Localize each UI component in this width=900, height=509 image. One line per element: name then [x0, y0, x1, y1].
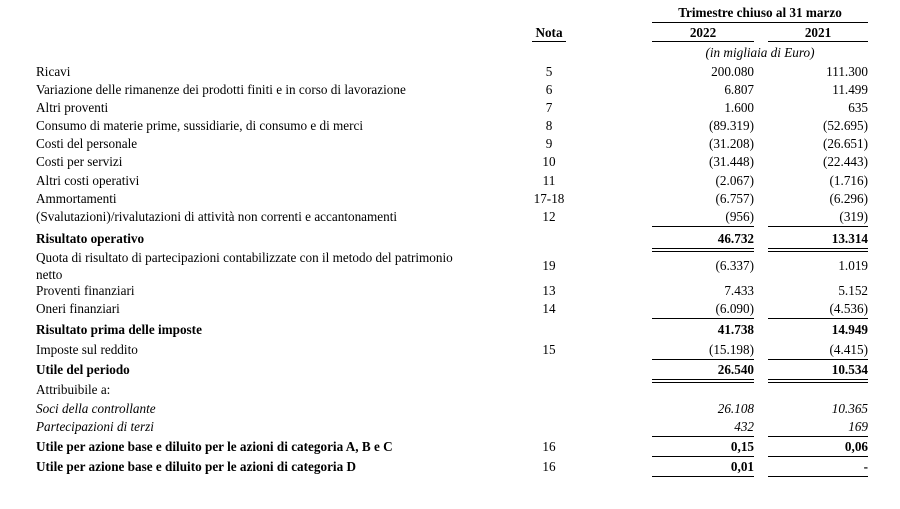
row-label: Utile per azione base e diluito per le azioni di categoria D — [36, 459, 357, 474]
total-rule-2021 — [768, 382, 868, 383]
row-label: Partecipazioni di terzi — [36, 419, 154, 434]
total-rule-2022 — [652, 379, 754, 380]
total-rule-2022 — [652, 382, 754, 383]
total-rule-2022 — [652, 456, 754, 457]
period-title: Trimestre chiuso al 31 marzo — [678, 5, 842, 20]
row-value-2021: (4.536) — [829, 301, 868, 316]
total-rule-2021 — [768, 248, 868, 249]
row-label: Variazione delle rimanenze dei prodotti finiti e in corso di lavorazione — [36, 82, 406, 97]
row-value-2022: 200.080 — [711, 64, 754, 79]
year-2021-header: 2021 — [804, 25, 832, 40]
total-rule-2021 — [768, 251, 868, 252]
row-nota: 13 — [542, 283, 556, 298]
row-label: Utile per azione base e diluito per le azioni di categoria A, B e C — [36, 439, 393, 454]
row-value-2022: 41.738 — [717, 322, 754, 337]
row-value-2022: 7.433 — [724, 283, 754, 298]
row-label: Attribuibile a: — [36, 382, 111, 397]
row-label: Imposte sul reddito — [36, 342, 138, 357]
row-value-2022: 1.600 — [724, 100, 754, 115]
subtotal-rule-2021 — [768, 318, 868, 319]
row-value-2021: 0,06 — [844, 439, 868, 454]
row-nota: 9 — [545, 136, 553, 151]
row-value-2022: (31.448) — [708, 154, 754, 169]
year-2022-underline — [652, 41, 754, 42]
nota-header-underline — [532, 41, 566, 42]
row-label: Costi per servizi — [36, 154, 123, 169]
total-rule-2022 — [652, 476, 754, 477]
row-nota: 14 — [542, 301, 556, 316]
row-value-2021: 13.314 — [831, 231, 868, 246]
row-label-continued: netto — [36, 267, 63, 282]
row-label: Risultato operativo — [36, 231, 145, 246]
row-value-2022: (6.757) — [715, 191, 754, 206]
row-label: Ammortamenti — [36, 191, 117, 206]
row-nota: 19 — [542, 258, 556, 273]
row-label: Quota di risultato di partecipazioni contabilizzate con il metodo del patrimonio — [36, 250, 453, 265]
row-value-2021: 10.534 — [831, 362, 868, 377]
row-value-2021: 169 — [848, 419, 868, 434]
row-nota: 12 — [542, 209, 556, 224]
row-value-2021: 635 — [848, 100, 868, 115]
row-label: Consumo di materie prime, sussidiarie, di consumo e di merci — [36, 118, 364, 133]
row-label: Risultato prima delle imposte — [36, 322, 202, 337]
row-value-2022: (31.208) — [708, 136, 754, 151]
row-nota: 8 — [545, 118, 553, 133]
row-value-2021: (319) — [839, 209, 868, 224]
row-nota: 6 — [545, 82, 553, 97]
row-value-2021: (52.695) — [822, 118, 868, 133]
units-note: (in migliaia di Euro) — [705, 45, 815, 60]
row-value-2021: 1.019 — [838, 258, 868, 273]
row-label: Altri costi operativi — [36, 173, 140, 188]
subtotal-rule-2022 — [652, 359, 754, 360]
row-value-2022: (89.319) — [708, 118, 754, 133]
row-label: (Svalutazioni)/rivalutazioni di attività non correnti e accantonamenti — [36, 209, 398, 224]
row-value-2021: (4.415) — [829, 342, 868, 357]
row-label: Ricavi — [36, 64, 71, 79]
row-value-2021: 11.499 — [832, 82, 868, 97]
total-rule-2021 — [768, 379, 868, 380]
row-nota: 7 — [545, 100, 553, 115]
row-label: Utile del periodo — [36, 362, 130, 377]
row-value-2021: 10.365 — [831, 401, 868, 416]
row-value-2022: (6.337) — [715, 258, 754, 273]
row-value-2022: 0,01 — [730, 459, 754, 474]
row-value-2022: 26.108 — [717, 401, 754, 416]
row-value-2022: 432 — [734, 419, 754, 434]
subtotal-rule-2022 — [652, 226, 754, 227]
row-nota: 15 — [542, 342, 556, 357]
subtotal-rule-2021 — [768, 226, 868, 227]
row-label: Soci della controllante — [36, 401, 156, 416]
period-title-underline — [652, 22, 868, 23]
row-value-2022: (956) — [725, 209, 754, 224]
row-nota: 16 — [542, 459, 556, 474]
subtotal-rule-2022 — [652, 436, 754, 437]
row-label: Costi del personale — [36, 136, 138, 151]
row-value-2022: 6.807 — [724, 82, 754, 97]
total-rule-2021 — [768, 456, 868, 457]
row-value-2021: (6.296) — [829, 191, 868, 206]
subtotal-rule-2022 — [652, 318, 754, 319]
row-nota: 10 — [542, 154, 556, 169]
row-value-2022: (15.198) — [708, 342, 754, 357]
row-value-2021: (26.651) — [822, 136, 868, 151]
row-value-2022: (2.067) — [715, 173, 754, 188]
row-value-2021: (1.716) — [829, 173, 868, 188]
row-nota: 16 — [542, 439, 556, 454]
row-value-2021: 111.300 — [826, 64, 868, 79]
row-nota: 17-18 — [533, 191, 565, 206]
row-label: Oneri finanziari — [36, 301, 120, 316]
subtotal-rule-2021 — [768, 359, 868, 360]
row-label: Altri proventi — [36, 100, 109, 115]
row-value-2022: 26.540 — [717, 362, 754, 377]
row-value-2021: (22.443) — [822, 154, 868, 169]
total-rule-2022 — [652, 248, 754, 249]
row-value-2022: 46.732 — [717, 231, 754, 246]
row-nota: 5 — [545, 64, 553, 79]
nota-header: Nota — [535, 25, 563, 40]
row-value-2021: - — [863, 459, 868, 474]
year-2021-underline — [768, 41, 868, 42]
total-rule-2021 — [768, 476, 868, 477]
row-value-2021: 5.152 — [838, 283, 868, 298]
row-nota: 11 — [542, 173, 556, 188]
row-label: Proventi finanziari — [36, 283, 135, 298]
subtotal-rule-2021 — [768, 436, 868, 437]
row-value-2022: (6.090) — [715, 301, 754, 316]
row-value-2022: 0,15 — [730, 439, 754, 454]
year-2022-header: 2022 — [689, 25, 717, 40]
row-value-2021: 14.949 — [831, 322, 868, 337]
total-rule-2022 — [652, 251, 754, 252]
